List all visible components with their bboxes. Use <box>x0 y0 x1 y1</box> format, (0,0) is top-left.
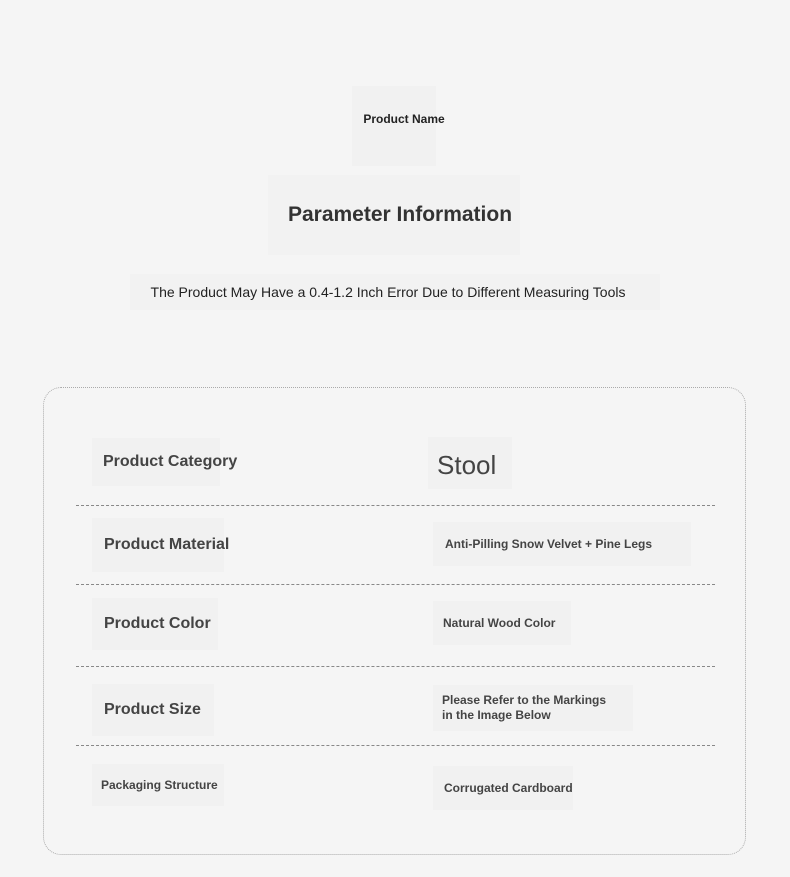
param-value-material <box>433 522 691 566</box>
param-value-size-line1: Please Refer to the Markings <box>442 693 607 707</box>
product-name-text: Product Name <box>363 112 445 126</box>
param-label-material-text: Product Material <box>104 536 230 553</box>
param-value-color <box>433 601 571 645</box>
measurement-notice <box>130 274 660 310</box>
param-label-size-text: Product Size <box>104 701 201 718</box>
param-label-category <box>92 438 238 486</box>
param-label-size <box>92 684 214 736</box>
row-divider <box>76 584 715 585</box>
param-value-material-text: Anti-Pilling Snow Velvet + Pine Legs <box>445 537 653 551</box>
param-label-packaging-text: Packaging Structure <box>101 778 218 792</box>
param-label-packaging <box>92 764 224 806</box>
row-divider <box>76 666 715 667</box>
param-value-category-text: Stool <box>437 449 497 480</box>
page-title <box>268 175 520 255</box>
param-label-material <box>92 518 230 572</box>
param-label-color-text: Product Color <box>104 615 211 632</box>
param-label-category-text: Product Category <box>103 453 238 470</box>
row-divider <box>76 505 715 506</box>
measurement-notice-text: The Product May Have a 0.4-1.2 Inch Error Due to Different Measuring Tools <box>150 284 626 300</box>
param-value-size-line2: in the Image Below <box>442 708 551 722</box>
page-title-text: Parameter Information <box>287 203 513 226</box>
param-value-packaging <box>433 766 573 810</box>
param-value-color-text: Natural Wood Color <box>443 616 556 630</box>
param-value-packaging-text: Corrugated Cardboard <box>444 781 573 795</box>
param-label-color <box>92 598 218 650</box>
param-value-category <box>428 437 512 489</box>
row-divider <box>76 745 715 746</box>
product-name-label <box>352 86 445 166</box>
param-value-size <box>433 685 633 731</box>
param-value-size-text <box>442 693 632 723</box>
